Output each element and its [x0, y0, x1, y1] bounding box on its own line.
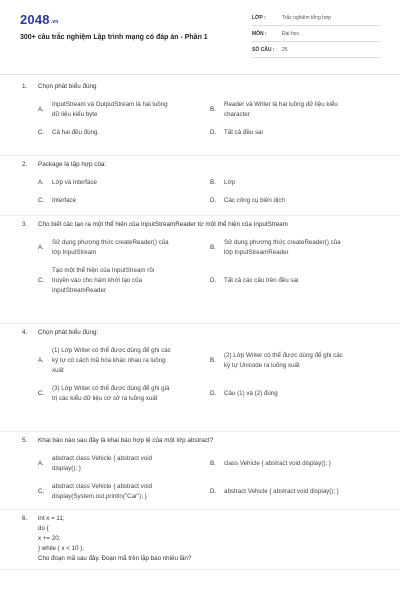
question-text: Khai báo nào sau đây là khai báo hợp lệ của một lớp abstract? — [38, 437, 214, 444]
meta-label: LỚP : — [252, 14, 266, 21]
option-text-line: character — [224, 111, 250, 118]
option-letter: C. — [38, 197, 45, 204]
option-letter: D. — [210, 390, 217, 397]
option-text — [52, 266, 154, 296]
option-text-line: InputStreamReader — [52, 287, 106, 294]
question-text: Chọn phát biểu đúng: — [38, 329, 99, 336]
question-number: 2. — [22, 161, 28, 168]
answer-option[interactable] — [210, 482, 375, 502]
option-letter: D. — [210, 197, 217, 204]
code-line: Cho đoạn mã sau đây. Đoạn mã trên lặp bao nhiêu lần? — [38, 555, 192, 562]
option-letter: B. — [210, 460, 216, 467]
option-text-line: dữ liệu kiểu byte — [52, 111, 98, 118]
option-letter: D. — [210, 129, 217, 136]
option-text-line: lớp InputStreamReader — [224, 249, 289, 256]
option-text — [224, 238, 341, 258]
header-divider — [0, 74, 400, 75]
question-number: 3. — [22, 221, 28, 228]
answer-option[interactable] — [210, 266, 375, 296]
option-letter: B. — [210, 179, 216, 186]
option-text-line: xuất — [52, 367, 64, 374]
option-letter: A. — [38, 179, 44, 186]
meta-table — [252, 10, 380, 58]
answer-option[interactable] — [210, 178, 375, 188]
option-letter: C. — [38, 277, 45, 284]
option-text-line: Lớp — [224, 179, 235, 186]
answer-option[interactable] — [38, 482, 203, 502]
option-letter: C. — [38, 488, 45, 495]
option-text-line: display(); } — [52, 465, 81, 472]
option-text-line: Interface — [52, 197, 77, 204]
answer-option[interactable] — [38, 346, 203, 376]
code-line: int x = 11; — [38, 515, 65, 522]
option-text — [52, 238, 169, 258]
logo-text: 2048 — [20, 12, 50, 27]
code-line: } while ( x < 10 ); — [38, 545, 84, 552]
option-letter: B. — [210, 244, 216, 251]
option-text — [52, 178, 97, 188]
option-text-line: ký tự có cách mã hóa khác nhau ra luồng — [52, 357, 166, 364]
option-text — [224, 351, 343, 371]
answer-option[interactable] — [38, 128, 203, 138]
option-text-line: display(System.out.println("Car"); } — [52, 493, 147, 500]
answer-option[interactable] — [38, 238, 203, 258]
option-letter: C. — [38, 129, 45, 136]
option-text — [224, 389, 278, 399]
option-text — [52, 482, 152, 502]
option-letter: B. — [210, 357, 216, 364]
option-text-line: Các công cụ biên dịch — [224, 197, 285, 204]
question-block — [0, 324, 400, 432]
option-text — [224, 459, 331, 469]
option-text-line: lớp InputStream — [52, 249, 97, 256]
answer-option[interactable] — [210, 454, 375, 474]
option-text-line: Tất cả các câu trên đều sai — [224, 277, 299, 284]
question-block — [0, 78, 400, 156]
option-letter: B. — [210, 106, 216, 113]
site-logo[interactable] — [20, 12, 59, 27]
question-block — [0, 510, 400, 570]
answer-option[interactable] — [210, 100, 375, 120]
answer-option[interactable] — [210, 346, 375, 376]
option-text-line: Cả hai đều đúng. — [52, 129, 100, 136]
question-number: 4. — [22, 329, 28, 336]
option-text-line: (1) Lớp Writer có thể được dùng để ghi các — [52, 347, 171, 354]
option-text-line: abstract Vehicle { abstract void display(); } — [224, 488, 339, 495]
question-number: 1. — [22, 83, 28, 90]
answer-option[interactable] — [210, 196, 375, 206]
option-text — [52, 128, 99, 138]
option-text — [52, 100, 168, 120]
option-text — [52, 384, 169, 404]
answer-option[interactable] — [38, 196, 203, 206]
answer-option[interactable] — [210, 128, 375, 138]
option-text-line: trị các kiểu dữ liệu cơ sở ra luồng xuất — [52, 395, 158, 402]
option-text-line: Tất cả đều sai — [224, 129, 263, 136]
option-text — [224, 100, 338, 120]
meta-value: Đại học — [282, 30, 299, 37]
option-text — [224, 276, 298, 286]
option-text — [224, 196, 285, 206]
answer-option[interactable] — [210, 238, 375, 258]
question-block — [0, 432, 400, 510]
option-letter: A. — [38, 106, 44, 113]
question-text: Package là tập hợp của: — [38, 161, 107, 168]
option-text-line: Câu (1) và (2) đúng — [224, 390, 278, 397]
document-title: 300+ câu trắc nghiệm Lập trình mạng có đáp án - Phần 1 — [20, 34, 208, 41]
answer-option[interactable] — [210, 384, 375, 404]
question-block — [0, 216, 400, 324]
meta-value: Trắc nghiệm tổng hợp — [282, 14, 331, 21]
meta-row-subject — [252, 26, 380, 42]
option-text — [52, 196, 76, 206]
option-text-line: Lớp và Interface — [52, 179, 97, 186]
option-text-line: Sử dụng phương thức createReader() của — [224, 239, 341, 246]
option-text-line: Reader và Writer là hai luồng dữ liệu kiểu — [224, 101, 338, 108]
question-number: 6. — [22, 515, 28, 522]
option-text-line: Tạo một thể hiện của InputStream rồi — [52, 267, 155, 274]
option-letter: A. — [38, 357, 44, 364]
meta-label: SỐ CÂU : — [252, 46, 275, 53]
answer-option[interactable] — [38, 178, 203, 188]
question-text: Chọn phát biểu đúng — [38, 83, 97, 90]
document-header — [0, 0, 400, 76]
question-block — [0, 156, 400, 216]
answer-option[interactable] — [38, 100, 203, 120]
option-letter: D. — [210, 277, 217, 284]
option-text — [52, 454, 152, 474]
question-text: Cho biết các tạo ra một thể hiện của InputStreamReader từ một thể hiện của InputStream — [38, 221, 288, 228]
option-text-line: truyền vào cho hàm khởi tạo của — [52, 277, 143, 284]
logo-tld: .vn — [50, 19, 59, 25]
option-letter: A. — [38, 244, 44, 251]
answer-option[interactable] — [38, 266, 203, 296]
option-text-line: (2) Lớp Writer có thể được dùng để ghi các — [224, 352, 343, 359]
option-text-line: abstract class Vehicle { abstract void — [52, 483, 153, 490]
question-number: 5. — [22, 437, 28, 444]
option-text-line: InputStream và OutputStream là hai luồng — [52, 101, 168, 108]
code-line: x += 20; — [38, 535, 61, 542]
option-text — [224, 178, 235, 188]
option-letter: D. — [210, 488, 217, 495]
option-text — [224, 128, 263, 138]
option-text-line: abstract class Vehicle { abstract void — [52, 455, 153, 462]
meta-row-count — [252, 42, 380, 58]
option-text-line: (3) Lớp Writer có thể được dùng để ghi giá — [52, 385, 170, 392]
code-line: do { — [38, 525, 49, 532]
option-text-line: ký tự Unicode ra luồng xuất — [224, 362, 300, 369]
option-letter: C. — [38, 390, 45, 397]
meta-row-class — [252, 10, 380, 26]
option-text — [224, 487, 339, 497]
answer-option[interactable] — [38, 384, 203, 404]
option-text-line: Sử dụng phương thức createReader() của — [52, 239, 169, 246]
meta-value: 25 — [282, 46, 288, 53]
meta-label: MÔN : — [252, 30, 267, 37]
option-text — [52, 346, 171, 376]
option-text-line: class Vehicle { abstract void display(); } — [224, 460, 331, 467]
option-letter: A. — [38, 460, 44, 467]
answer-option[interactable] — [38, 454, 203, 474]
